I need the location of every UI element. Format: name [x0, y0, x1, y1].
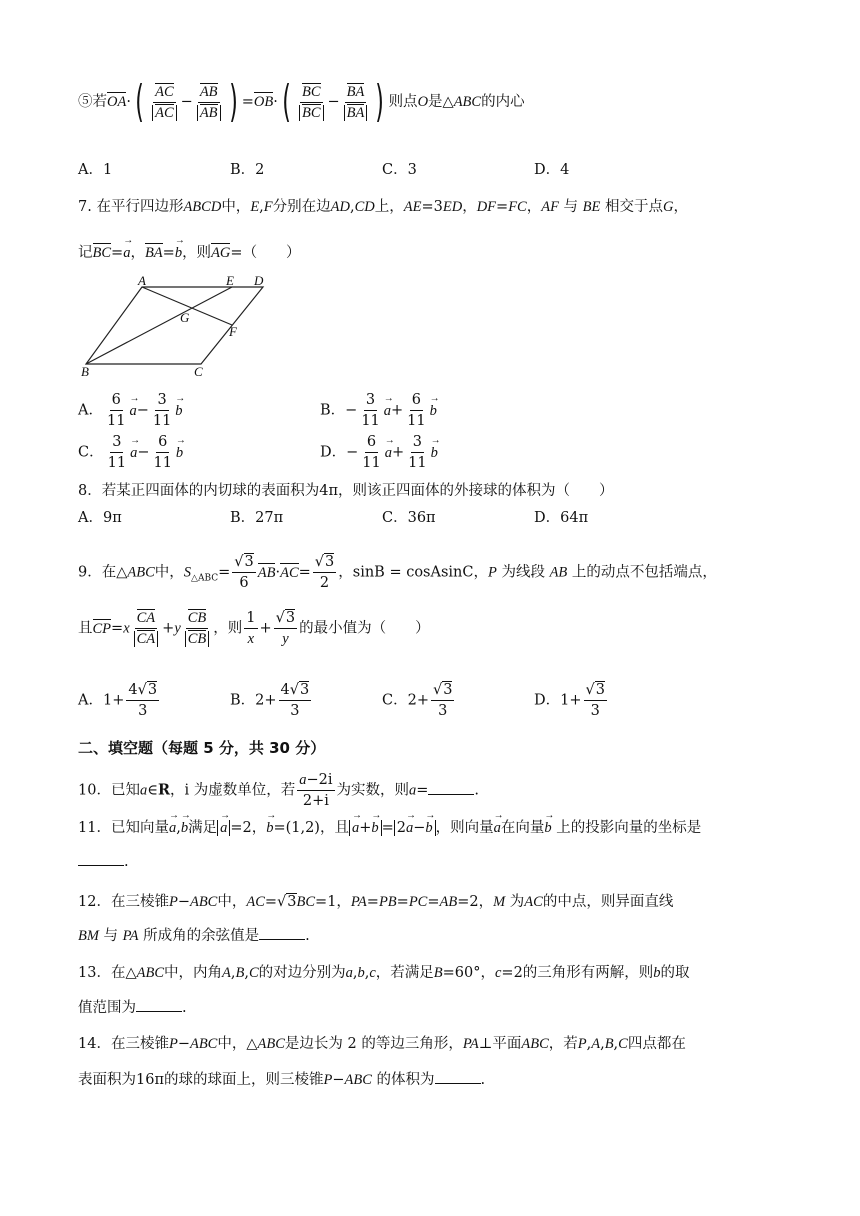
- q7-option-b[interactable]: B．− $\frac{3}{11}$ → a+ $\frac{6}{11}$ → b: [320, 390, 437, 431]
- q9-option-a[interactable]: A．1+ $\frac{4√3}{3}$: [78, 682, 158, 719]
- q7-stem-line2: 记BC=→ a，BA=→ b，则AG=（ ）: [78, 242, 301, 264]
- q8-stem: 8．若某正四面体的内切球的表面积为4π，则该正四面体的外接球的体积为（ ）: [78, 483, 614, 499]
- q13-line2: 值范围为 .: [78, 997, 187, 1019]
- fig-label-c: C: [194, 364, 203, 378]
- parallelogram-figure: [76, 274, 276, 378]
- q9-option-c[interactable]: C．2+ $\frac{√3}{3}$: [382, 682, 453, 719]
- fig-label-d: D: [254, 274, 264, 288]
- q14-line1: 14．在三棱锥P−ABC中，△ABC是边长为 2 的等边三角形，PA⊥平面ABC，若P,A,B,C四点都在: [78, 1036, 686, 1052]
- q8-option-d[interactable]: D．64π: [534, 510, 589, 526]
- q8-option-c[interactable]: C．36π: [382, 510, 436, 526]
- q13-answer-blank[interactable]: [136, 997, 182, 1012]
- q10: 10．已知a∈R，i 为虚数单位，若 $\frac{a-2i}{2+i}$ 为实数，则a= .: [78, 772, 480, 809]
- fig-label-e: E: [226, 274, 234, 288]
- q13-line1: 13．在△ABC中，内角A,B,C的对边分别为a,b,c，若满足B=60°，c=2的三角形有两解，则b的取: [78, 965, 690, 981]
- q9-stem-line2: 且CP=x $\frac{CA}{CA}$ +y $\frac{CB}{CB}$ ，则 $\frac{1}{x}$ + $\frac{√3}{y}$ 的最小值为（ ）: [78, 610, 430, 647]
- section-title: 二、填空题（每题 5 分，共 30 分）: [78, 739, 326, 757]
- q9-option-d[interactable]: D．1+ $\frac{√3}{3}$: [534, 682, 605, 719]
- q7-option-a[interactable]: A． $\frac{6}{11}$ → a− $\frac{3}{11}$ → b: [78, 390, 183, 431]
- fig-label-b: B: [81, 364, 89, 378]
- q14-answer-blank[interactable]: [435, 1069, 481, 1084]
- fig-label-g: G: [180, 310, 190, 325]
- q11-answer-blank[interactable]: [78, 851, 124, 866]
- q12-line2: BM 与 PA 所成角的余弦值是 .: [78, 925, 310, 947]
- fig-label-a: A: [138, 274, 146, 288]
- q6-option-d[interactable]: D．4: [534, 162, 570, 178]
- q12-answer-blank[interactable]: [259, 925, 305, 940]
- q6-option-a[interactable]: A．1: [78, 162, 113, 178]
- q9-stem-line1: 9．在△ABC中，$S_{\triangle ABC}=$ $\frac{√3}{6}$ AB·AC= $\frac{√3}{2}$ ，sinB = cosAsinC，P 为线段 AB 上的动点不包括端点，: [78, 554, 717, 591]
- q6-option-b[interactable]: B．2: [230, 162, 265, 178]
- q9-option-b[interactable]: B．2+ $\frac{4√3}{3}$: [230, 682, 310, 719]
- q8-option-a[interactable]: A．9π: [78, 510, 122, 526]
- q12-line1: 12．在三棱锥P−ABC中，AC=√3BC=1，PA=PB=PC=AB=2，M 为AC的中点，则异面直线: [78, 894, 674, 910]
- fig-label-f: F: [229, 324, 237, 339]
- q6-item5: ⑤若OA·( $\frac{AC}{AC}$ − $\frac{AB}{AB}$ ) =OB·( $\frac{BC}{BC}$ − $\frac{BA}{BA}$ ) 则点O是△ABC的内心: [78, 76, 525, 127]
- q14-line2: 表面积为16π的球的球面上，则三棱锥P−ABC 的体积为 .: [78, 1069, 485, 1091]
- q11-line2: .: [78, 851, 129, 873]
- q6-option-c[interactable]: C．3: [382, 162, 417, 178]
- q8-option-b[interactable]: B．27π: [230, 510, 284, 526]
- q10-answer-blank[interactable]: [428, 780, 474, 795]
- q11-line1: 11．已知向量→ a,→ b满足→ a =2，→ b=(1,2)，且→ a+→ b = 2→ a−→ b ，则向量→ a在向量→ b 上的投影向量的坐标是: [78, 817, 701, 839]
- q7-option-c[interactable]: C． $\frac{3}{11}$ → a− $\frac{6}{11}$ → b: [78, 432, 183, 473]
- q7-option-d[interactable]: D．− $\frac{6}{11}$ → a+ $\frac{3}{11}$ → b: [320, 432, 438, 473]
- q7-stem-line1: 7. 在平行四边形ABCD中，E,F分别在边AD,CD上，AE=3ED，DF=FC，AF 与 BE 相交于点G，: [78, 199, 688, 215]
